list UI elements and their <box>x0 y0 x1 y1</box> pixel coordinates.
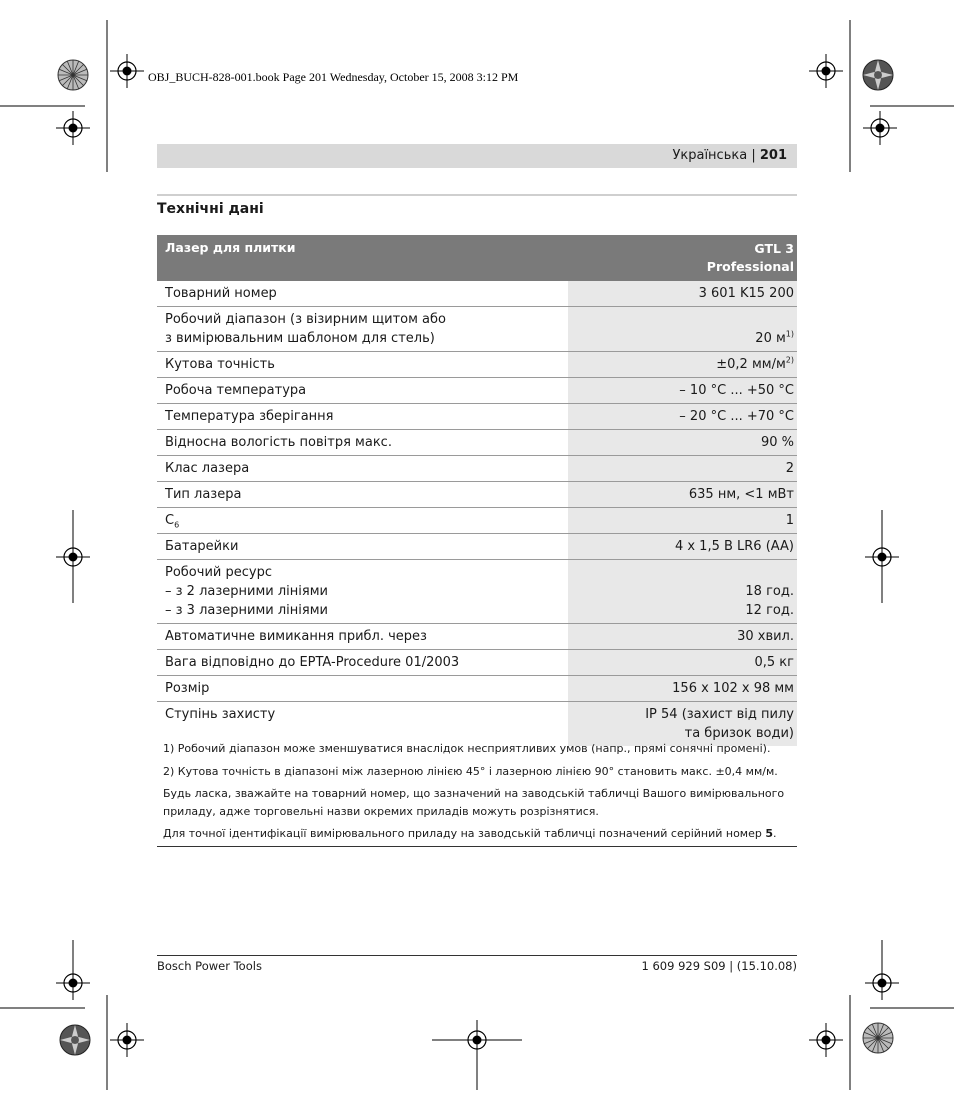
row-value: 1 <box>568 508 797 534</box>
row-label: Тип лазера <box>157 482 568 508</box>
table-row <box>157 456 797 482</box>
row-value: 635 нм, <1 мВт <box>568 482 797 508</box>
footnote-ref: 1) <box>785 329 794 339</box>
row-value: 30 хвил. <box>568 624 797 650</box>
page-number: 201 <box>759 148 787 163</box>
label-text: C <box>165 513 175 528</box>
row-label: Вага відповідно до EPTA-Procedure 01/2003 <box>157 650 568 676</box>
table-row <box>157 624 797 650</box>
row-value: – 10 °C ... +50 °C <box>568 378 797 404</box>
table-row <box>157 534 797 560</box>
row-label: Ступінь захисту <box>165 707 276 722</box>
row-value: 3 601 K15 200 <box>568 281 797 307</box>
row-label: Автоматичне вимикання прибл. через <box>157 624 568 650</box>
table-row <box>157 508 797 534</box>
header-rule <box>157 194 797 196</box>
spec-table <box>157 235 797 746</box>
row-label: Кутова точність <box>157 352 568 378</box>
model-line: Professional <box>706 259 794 274</box>
value-text: ±0,2 мм/м <box>716 357 786 372</box>
note-article-number: Будь ласка, зважайте на товарний номер, що зазначений на заводській табличці Вашого вимірювального приладу, адже торговельні назви окремих приладів можуть розрізнятися. <box>163 787 785 818</box>
value-text: 20 м <box>755 331 786 346</box>
row-label-line: з вимірювальним шаблоном для стель) <box>165 331 435 346</box>
table-row <box>157 430 797 456</box>
row-value: – 20 °C ... +70 °C <box>568 404 797 430</box>
note-text: Для точної ідентифікації вимірювального приладу на заводській табличці позначений серійний номер <box>163 827 766 840</box>
footnote-2: 2) Кутова точність в діапазоні між лазерною лінією 45° і лазерною лінією 90° становить макс. ±0,4 мм/м. <box>163 764 778 778</box>
row-label-line: Робочий ресурс <box>165 565 272 580</box>
value-line: 18 год. <box>745 584 794 599</box>
table-row <box>157 404 797 430</box>
row-value <box>568 307 797 352</box>
footnotes <box>163 740 793 848</box>
row-label: Батарейки <box>157 534 568 560</box>
row-label: Товарний номер <box>157 281 568 307</box>
footnote-1: 1) Робочий діапазон може зменшуватися внаслідок несприятливих умов (напр., прямі сонячні промені). <box>163 742 771 755</box>
row-label: Температура зберігання <box>157 404 568 430</box>
row-label: Робоча температура <box>157 378 568 404</box>
row-value <box>568 352 797 378</box>
footer-rule <box>157 955 797 956</box>
row-value: 2 <box>568 456 797 482</box>
table-row <box>157 560 797 624</box>
row-label <box>157 560 568 624</box>
table-row <box>157 352 797 378</box>
table-row <box>157 378 797 404</box>
subscript: 6 <box>174 520 180 530</box>
value-line: IP 54 (захист від пилу <box>645 707 794 722</box>
row-label: Клас лазера <box>157 456 568 482</box>
row-label <box>157 307 568 352</box>
table-row <box>157 307 797 352</box>
table-row <box>157 482 797 508</box>
header-language: Українська <box>672 148 748 163</box>
notes-rule <box>157 846 797 847</box>
note-serial-number <box>163 825 793 843</box>
section-title: Технічні дані <box>157 201 264 217</box>
row-label: Відносна вологість повітря макс. <box>157 430 568 456</box>
footer-doc-id: 1 609 929 S09 | (15.10.08) <box>641 959 797 973</box>
row-label <box>157 508 568 534</box>
table-row <box>157 281 797 307</box>
print-slug: OBJ_BUCH-828-001.book Page 201 Wednesday, October 15, 2008 3:12 PM <box>148 70 519 84</box>
value-line: 12 год. <box>745 603 794 618</box>
page-header <box>157 144 797 168</box>
row-value: 90 % <box>568 430 797 456</box>
table-header-model <box>568 235 797 281</box>
serial-ref: 5 <box>765 827 774 840</box>
table-header-product: Лазер для плитки <box>157 235 568 281</box>
footer-brand: Bosch Power Tools <box>157 959 262 973</box>
footnote-ref: 2) <box>785 355 794 365</box>
row-label-line: – з 3 лазерними лініями <box>165 603 328 618</box>
row-value: 0,5 кг <box>568 650 797 676</box>
header-separator: | <box>751 148 756 163</box>
row-value: 4 x 1,5 В LR6 (AA) <box>568 534 797 560</box>
row-label-line: Робочий діапазон (з візирним щитом або <box>165 312 446 327</box>
model-name: GTL 3 <box>754 241 794 256</box>
table-row <box>157 650 797 676</box>
row-label-line: – з 2 лазерними лініями <box>165 584 328 599</box>
value-line: та бризок води) <box>684 726 794 741</box>
table-header-row <box>157 235 797 281</box>
row-label: Розмір <box>157 676 568 702</box>
row-value <box>568 560 797 624</box>
row-value: 156 x 102 x 98 мм <box>568 676 797 702</box>
header-text <box>672 148 787 163</box>
table-row <box>157 676 797 702</box>
note-end: . <box>773 827 777 840</box>
